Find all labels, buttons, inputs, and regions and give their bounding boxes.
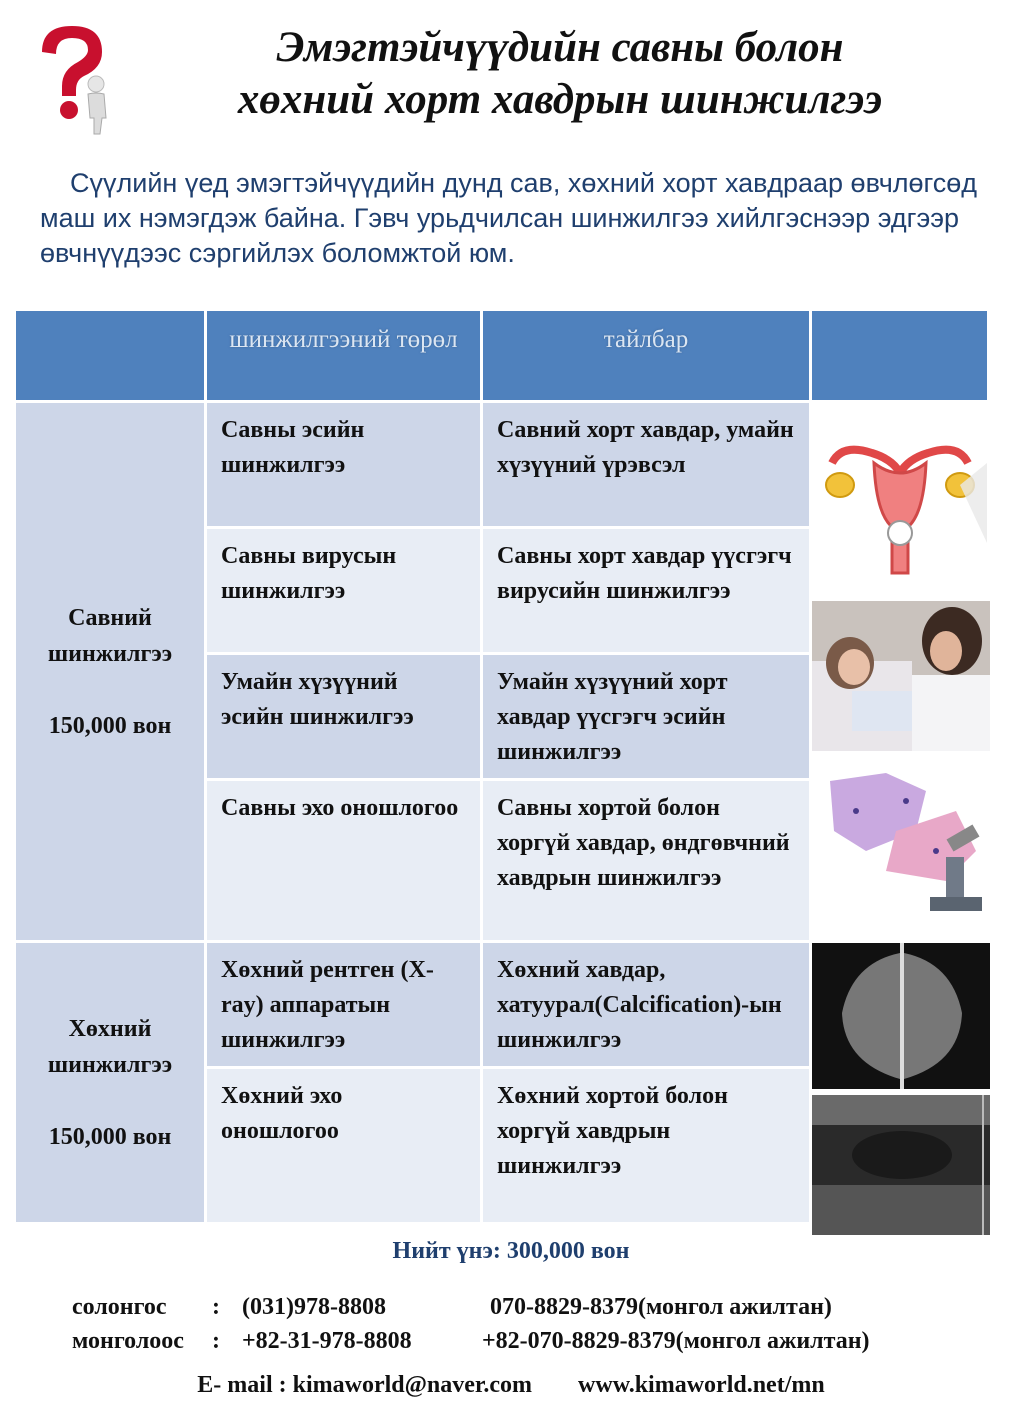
group-price: 150,000 вон [48,1123,172,1150]
contact-phone-mongol: +82-070-8829-8379(монгол ажилтан) [482,1328,870,1354]
exam-description: Хөхний хавдар, хатуурал(Calcification)-ын шинжилгээ [482,942,811,1068]
contact-block [72,1290,992,1358]
page-title [120,22,1000,126]
contact-sep: : [212,1328,220,1354]
exam-type: Савны вирусын шинжилгээ [206,528,482,654]
total-price: Нийт үнэ: 300,000 вон [392,1238,630,1264]
exam-description: Хөхний хортой болон хоргүй хавдрын шинжилгээ [482,1068,811,1224]
group-breast [15,942,206,1224]
contact-phone: +82-31-978-8808 [242,1328,412,1354]
intro-paragraph: Сүүлийн үед эмэгтэйчүүдийн дунд сав, хөхний хорт хавдраар өвчлөгсөд маш их нэмэгдэж байна. Гэвч урьдчилсан шинжилгээ хийлгэснээр эдгээр өвчнүүдээс сэргийлэх боломжтой юм. [40,168,978,268]
header-description: тайлбар [482,310,811,402]
image-column-breast [811,942,989,1224]
exam-description: Умайн хүзүүний хорт хавдар үүсгэгч эсийн шинжилгээ [482,654,811,780]
exam-type: Савны эсийн шинжилгээ [206,402,482,528]
contact-row-mongolia [72,1324,992,1358]
mammogram-image [812,943,990,1089]
header-exam-type: шинжилгээний төрөл [206,310,482,402]
ultrasound-image [812,1095,990,1235]
header-image [811,310,989,402]
group-name: Хөхний шинжилгээ [47,1015,173,1078]
exam-description: Савны хортой болон хоргүй хавдар, өндгөвчний хавдрын шинжилгээ [482,780,811,942]
microscope-image [826,771,990,919]
exam-description: Савны хорт хавдар үүсгэгч вирусийн шинжилгээ [482,528,811,654]
exam-photo [812,601,990,751]
footer-links [0,1372,1022,1399]
email-link[interactable]: E- mail : kimaworld@naver.com [197,1372,533,1398]
group-gynecology [15,402,206,942]
exam-type: Умайн хүзүүний эсийн шинжилгээ [206,654,482,780]
contact-sep: : [212,1294,220,1320]
exam-type: Хөхний рентген (X-ray) аппаратын шинжилгээ [206,942,482,1068]
contact-label: монголоос [72,1328,184,1354]
title-line-2: хөхний хорт хавдрын шинжилгээ [237,76,883,123]
contact-label: солонгос [72,1294,167,1320]
group-name: Савний шинжилгээ [47,604,173,667]
header-empty [15,310,206,402]
exam-type: Хөхний эхо оношлогоо [206,1068,482,1224]
exam-type: Савны эхо оношлогоо [206,780,482,942]
question-figure-icon [32,22,116,138]
exam-table [13,308,990,1225]
image-column-gyn [811,402,989,942]
contact-phone: (031)978-8808 [242,1294,386,1320]
website-link[interactable]: www.kimaworld.net/mn [578,1372,825,1398]
contact-row-korea [72,1290,992,1324]
title-line-1: Эмэгтэйчүүдийн савны болон [276,24,844,71]
exam-description: Савний хорт хавдар, умайн хүзүүний үрэвсэл [482,402,811,528]
uterus-image [812,423,987,583]
group-price: 150,000 вон [48,712,172,739]
contact-phone-mongol: 070-8829-8379(монгол ажилтан) [490,1294,832,1320]
